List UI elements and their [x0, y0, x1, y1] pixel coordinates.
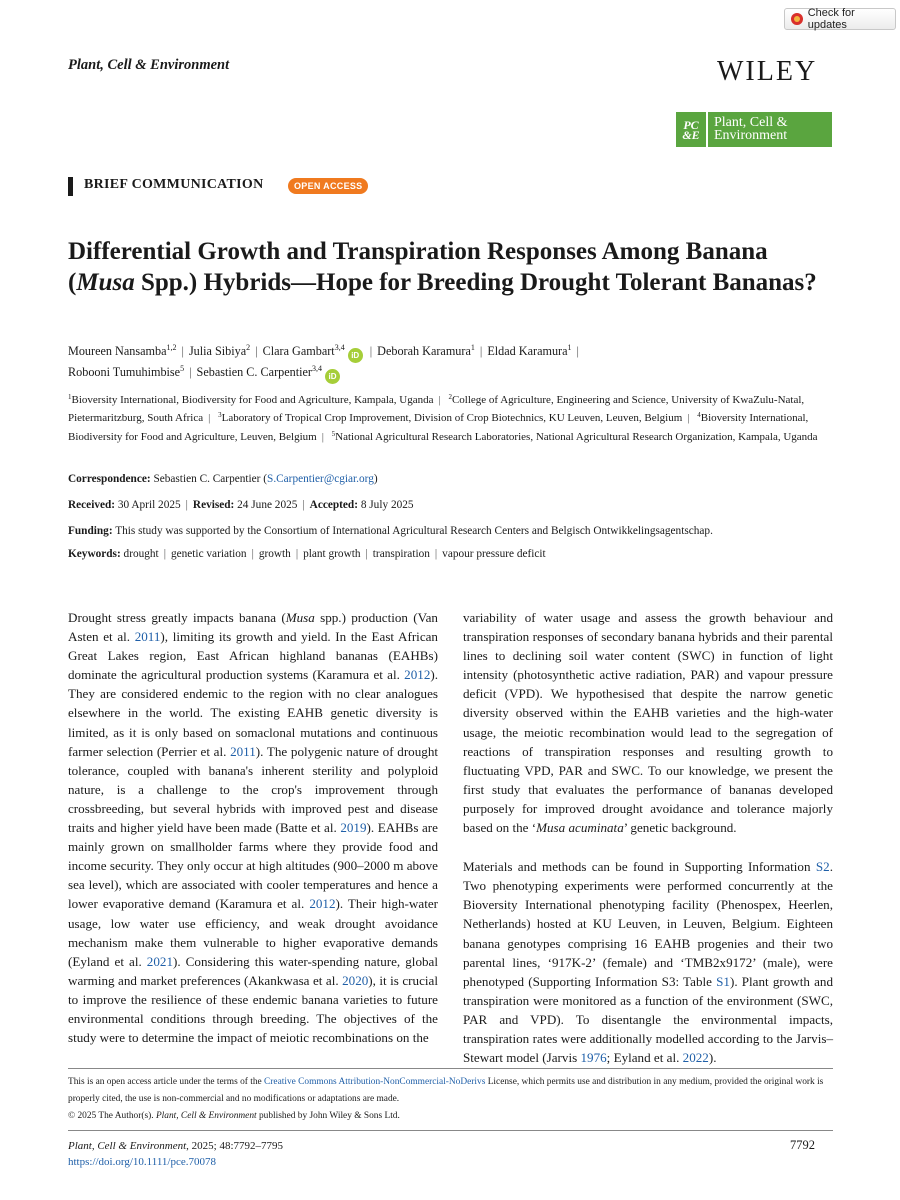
- keyword: vapour pressure deficit: [442, 548, 546, 560]
- supporting-info-link[interactable]: S1: [716, 973, 730, 989]
- reference-link[interactable]: 2011: [134, 629, 161, 645]
- crossmark-icon: [791, 13, 803, 25]
- author[interactable]: Julia Sibiya$^2$: [188, 343, 251, 358]
- citation: Plant, Cell & Environment, 2025; 48:7792–7795 https://doi.org/10.1111/pce.70078: [68, 1140, 284, 1168]
- reference-link[interactable]: 2020: [342, 972, 369, 988]
- correspondence: Correspondence: Sebastien C. Carpentier (S.Carpentier@cgiar.org): [68, 473, 378, 485]
- page-number: 7792: [790, 1138, 815, 1152]
- journal-name: Plant, Cell & Environment: [68, 57, 230, 73]
- body-paragraph: variability of water usage and assess the growth behaviour and transpiration responses of secondary banana hybrids and their parental lines to declining soil water content (SWC) in function of light intensity (photosynthetic active radiation, PAR) and vapour pressure deficit (VPD). We hypothesised that despite the narrow genetic diversity observed within the EAHB varieties and the high-water usage, the meiotic recombination would lead to the segregation of reactions of transpiration responses and resulting growth to fluctuating VPD, PAR and SWC. To our knowledge, we present the first study that evaluates the performance of bananas developed purposely for improved drought avoidance and tolerance majorly based on the ‘Musa acuminata’ genetic background.: [463, 610, 833, 836]
- reference-link[interactable]: 2011: [230, 743, 256, 759]
- orcid-icon[interactable]: iD: [325, 369, 340, 384]
- reference-link[interactable]: 2022: [682, 1050, 709, 1066]
- supporting-info-link[interactable]: S2: [815, 859, 830, 875]
- check-for-updates-label: Check for updates: [807, 7, 855, 31]
- body-paragraph: Drought stress greatly impacts banana (Musa spp.) production (Van Asten et al. 2011), limiting its growth and yield. In the East African Great Lakes region, East African highland bananas (EAHBs) dominate the agricultural production systems (Karamura et al. 2012). They are considered endemic to the region with no clear analogues elsewhere in the world. The existing EAHB genetic diversity is limited, as it is only based on somaclonal mutations and continuous farmer selection (Perrier et al. 2011). The polygenic nature of drought tolerance, coupled with banana's inherent sterility and polyploid nature, is a challenge to the crop's improvement through crossbreeding, but several hybrids with improved pest and disease traits and higher yield have been made (Batte et al. 2019). EAHBs are mainly grown on smallholder farms where they provide food and income security. They only occur at high altitudes (900–2000 m above sea level), which are associated with cooler temperatures and hence a lower evaporative demand (Karamura et al. 2012). Their high-water usage, low water use efficiency, and weak drought avoidance mechanism make them vulnerable to higher evaporative demands (Eyland et al. 2021). Considering this water-spending nature, global warming and market preferences (Akankwasa et al. 2020), it is crucial to improve the resilience of these endemic banana varieties to future environmental conditions through breeding. The objectives of the study were to determine the impact of meiotic recombinations on the: [68, 610, 439, 1046]
- author[interactable]: Sebastien C. Carpentier$^{3,4}$: [196, 364, 322, 379]
- body-right-column: [463, 608, 833, 1067]
- reference-link[interactable]: 1976: [580, 1050, 607, 1066]
- reference-link[interactable]: 2019: [340, 820, 367, 836]
- affiliations: $^1$Bioversity International, Biodiversity for Food and Agriculture, Kampala, Uganda | $^2$College of Agriculture, Engineering and Science, University of KwaZulu-Natal, Pietermaritzburg, South Africa | $^3$Laboratory of Tropical Crop Improvement, Division of Crop Biotechnics, KU Leuven, Leuven, Belgium | $^4$Bioversity International, Biodiversity for Food and Agriculture, Leuven, Belgium | $^5$National Agricultural Research Laboratories, National Agricultural Research Organization, Kampala, Uganda: [68, 393, 818, 443]
- journal-logo: [676, 112, 832, 147]
- publisher-logo: WILEY: [717, 56, 818, 87]
- article-type-label: BRIEF COMMUNICATION: [84, 177, 264, 192]
- body-paragraph: Materials and methods can be found in Supporting Information S2. Two phenotyping experiments were performed concurrently at the Bioversity International phenotyping facility (Phenospex, Heerlen, Netherlands) hosted at KU Leuven, in Leuven, Belgium. Eighteen banana genotypes comprising 16 EAHB progenies and their two parental lines, ‘917K-2’ (female) and ‘TMB2x9172’ (male), were phenotyped (Supporting Information S3: Table S1). Plant growth and transpiration were monitored as a function of the environment (SWC, PAR and VPD). To disentangle the environmental impacts, transpiration rates were additionally modelled according to the Jarvis–Stewart model (Jarvis 1976; Eyland et al. 2022).: [463, 859, 833, 1066]
- author[interactable]: Robooni Tumuhimbise$^5$: [68, 364, 185, 379]
- journal-logo-mark: PC &E: [676, 112, 708, 147]
- doi-link[interactable]: https://doi.org/10.1111/pce.70078: [68, 1156, 216, 1168]
- author[interactable]: Clara Gambart$^{3,4}$: [262, 343, 345, 358]
- author[interactable]: Deborah Karamura$^1$: [377, 343, 475, 358]
- keywords: Keywords: drought | genetic variation | growth | plant growth | transpiration | vapour pressure deficit: [68, 548, 546, 560]
- keyword: plant growth: [303, 548, 361, 560]
- body-left-column: [68, 608, 438, 1047]
- divider: [68, 1130, 833, 1131]
- keyword: drought: [123, 548, 159, 560]
- author[interactable]: Eldad Karamura$^1$: [487, 343, 572, 358]
- keyword: growth: [258, 548, 291, 560]
- email-link[interactable]: S.Carpentier@cgiar.org: [267, 473, 374, 485]
- author[interactable]: Moureen Nansamba$^{1,2}$: [68, 343, 177, 358]
- article-title: Differential Growth and Transpiration Responses Among Banana (Musa Spp.) Hybrids—Hope for Breeding Drought Tolerant Bananas?: [68, 238, 817, 296]
- author-list: Moureen Nansamba$^{1,2}$ | Julia Sibiya$^2$ | Clara Gambart$^{3,4}$iD | Deborah Karamura$^1$ | Eldad Karamura$^1$ | Robooni Tumuhimbise$^5$ | Sebastien C. Carpentier$^{3,4}$iD: [68, 342, 838, 384]
- license-notice: This is an open access article under the terms of the Creative Commons Attribution-NonCommercial-NoDerivs License, which permits use and distribution in any medium, provided the original work is properly cited, the use is non-commercial and no modifications or adaptations are made. © 2025 The Author(s). Plant, Cell & Environment published by John Wiley & Sons Ltd.: [68, 1074, 833, 1125]
- divider: [68, 1068, 833, 1069]
- license-link[interactable]: Creative Commons Attribution-NonCommercial-NoDerivs: [264, 1077, 486, 1087]
- reference-link[interactable]: 2012: [309, 896, 336, 912]
- keyword: transpiration: [372, 548, 430, 560]
- article-dates: Received: 30 April 2025 | Revised: 24 June 2025 | Accepted: 8 July 2025: [68, 499, 414, 511]
- open-access-badge: OPEN ACCESS: [288, 178, 368, 194]
- orcid-icon[interactable]: iD: [348, 348, 363, 363]
- journal-logo-text: Plant, Cell & Environment: [708, 112, 832, 147]
- keyword: genetic variation: [170, 548, 247, 560]
- reference-link[interactable]: 2021: [146, 953, 173, 969]
- section-marker: [68, 177, 73, 196]
- check-for-updates-button[interactable]: [784, 8, 896, 30]
- funding: Funding: This study was supported by the Consortium of International Agricultural Research Centers and Belgisch Ontwikkelingsagentschap.: [68, 525, 713, 537]
- reference-link[interactable]: 2012: [404, 667, 431, 683]
- copyright-line: © 2025 The Author(s). Plant, Cell & Environment published by John Wiley & Sons Ltd.: [68, 1111, 400, 1121]
